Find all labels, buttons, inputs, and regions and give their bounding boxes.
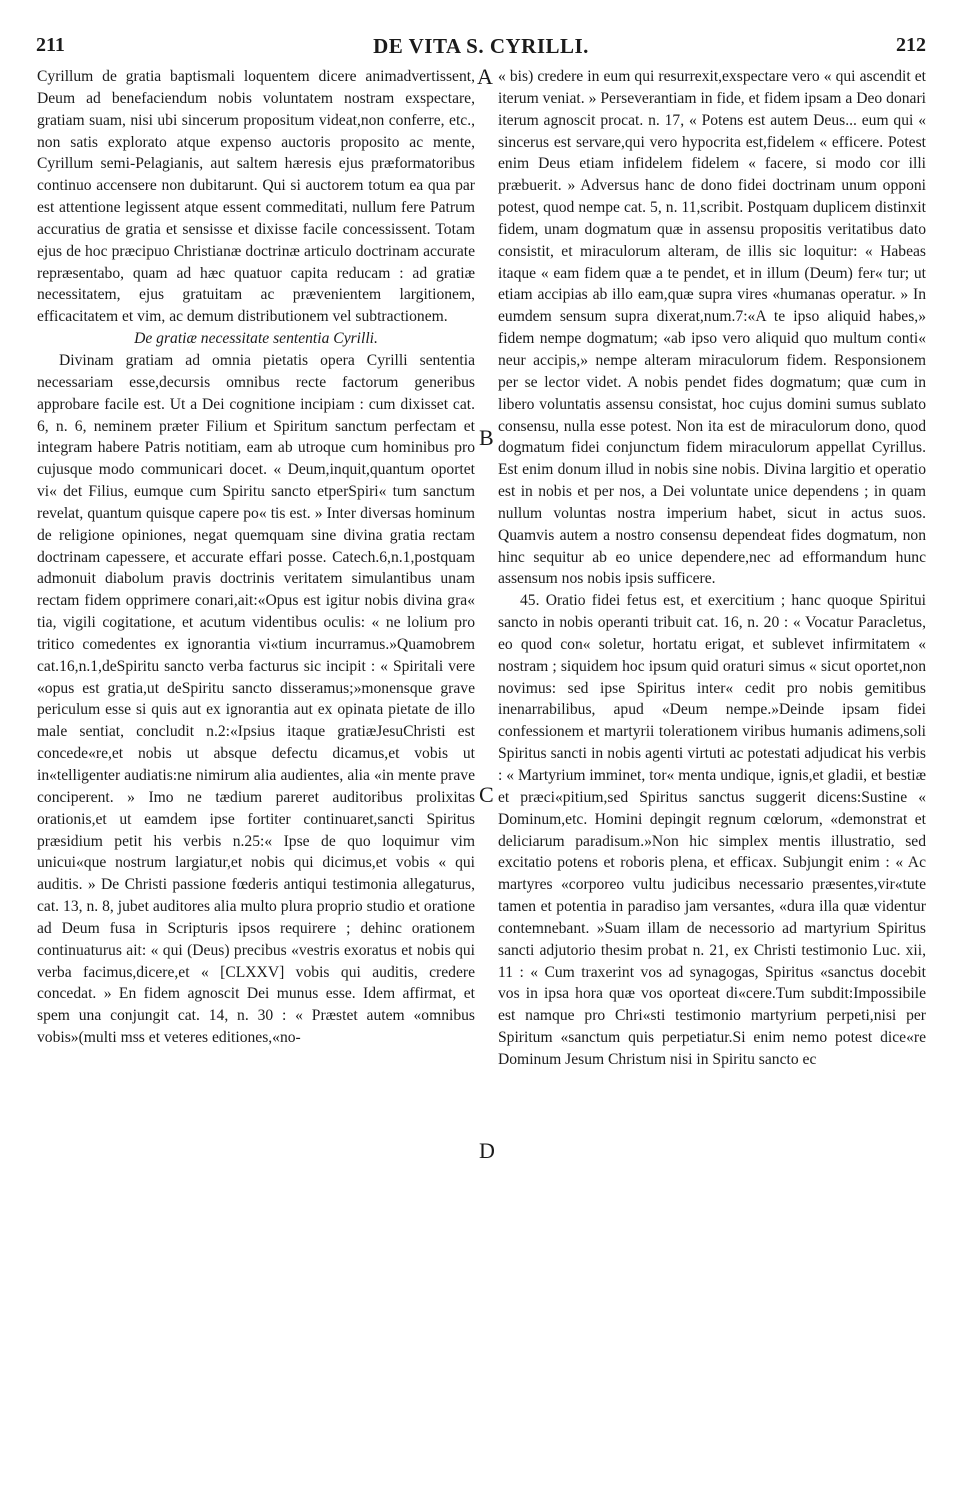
page-number-left: 211 xyxy=(36,34,65,56)
paragraph: « bis) credere in eum qui resurrexit,exspectare vero « qui ascendit et iterum veniat. » Perseverantiam in fide, et fidem ipsam a Deo donari iterum agnoscit procat. n. 17, « Potens est autem Deus... eum qui « sincerus est servare,qui vero hypocrita est,fidelem « efficere. Potest enim Deus etiam infidelem fidelem « facere, si modo cor illi præbuerit. » Adversus hanc de dono fidei doctrinam unum opponi potest, quod nempe cat. 5, n. 11,scribit. Postquam duplicem distinxit fidem, unam dogmatum quæ in assensu propositis veritatibus dato consistit, et miraculorum alteram, de illis sic loquitur: « Habeas itaque « eam fidem quæ a te pendet, et in illum (Deum) fer« tur; ut etiam accipias ab illo eam,quæ supra vires «humanas operatur. » In eumdem sensum supra dixerat,num.7:«A te ipso aliquid habes,» fidem nempe dogmatum; «ab ipso vero aliquid quo multum conti« neur accipis,» nempe alteram miraculorum fidem. Responsionem per se lector videt. A nobis pendet fides dogmatum; quæ cum in libero voluntatis assensu consistat, hoc cujus domini sumus sublato consensu, nulla esse potest. Non ita est de miraculorum dono, quod dogmatum fidei conjunctum fidem miraculorum appellat Cyrillus. Est enim donum illud in nobis sine nobis. Divina largitio et operatio est in nobis et per nos, a Dei voluntate unice dependens ; in quam nullum voluntas nostra imperium habet, sicut in actus suos. Quamvis autem a nostro consensu dependeat fides dogmatum, non hinc sequitur ab eo unice dependere,nec ad efformandum hunc assensum nos nobis ipsis sufficere. xyxy=(498,68,926,588)
page-header xyxy=(36,34,926,60)
right-column xyxy=(498,66,926,1071)
running-title: DE VITA S. CYRILLI. xyxy=(373,34,589,58)
margin-marker-b: B xyxy=(479,425,494,450)
left-column xyxy=(37,66,475,1049)
page-number-right: 212 xyxy=(896,34,926,56)
paragraph: Cyrillum de gratia baptismali loquentem dicere animadvertissent, Deum ad benefaciendum nobis voluntatem nostram exspectare, gratiam suam, nisi ubi sincerum propositum videat,non conferre, etc., non satis explorato atque expenso auctoris proposito ac mente, Cyrillum semi-Pelagianis, aut saltem hæresis ejus præformatoribus continuo accensere non dubitarunt. Qui si auctorem totum ea qua par est attentione legissent atque essent commeditati, nullum fere Patrum accuratius de gratia et sensisse et dixisse facile concessissent. Totam ejus de hoc præcipuo Christianæ doctrinæ articulo doctrinam accurate repræsentabo, quam ad hæc quatuor capita reducam : ad gratiæ necessitatem, ejus gratuitam ac prævenientem largitionem, efficacitatem et vim, ac demum distributionem vel subtractionem. xyxy=(37,68,475,326)
margin-marker-a: A xyxy=(477,64,493,89)
margin-marker-c: C xyxy=(479,782,494,807)
margin-marker-d: D xyxy=(479,1138,495,1163)
section-heading: De gratiæ necessitate sententia Cyrilli. xyxy=(134,330,378,348)
paragraph: Divinam gratiam ad omnia pietatis opera Cyrilli sententia necessariam esse,decursis omnibus recte factorum generibus approbare facile est. Ut a Dei cognitione incipiam : cum dixisset cat. 6, n. 6, neminem præter Filium et Spiritum sanctum perfectam et integram habere Patris notitiam, eam ab utroque cum hominibus pro cujusque modo communicari docet. « Deum,inquit,quantum oportet vi« det Filius, eumque cum Spiritu sancto etperSpiri« tum sanctum revelat, quantum quisque capere po« tis est. » Inter diversas hominum de religione opiniones, negat quemquam sine divina gratia rectam doctrinam capessere, et accurate effari posse. Catech.6,n.1,postquam admonuit diabolum pravis doctrinis veritatem simulantibus unam rectam fidem opprimere conari,ait:«Opus est igitur nobis divina gra« tia, vigili cogitatione, et acutum videntibus oculis: « ne lolium pro tritico comedentes ex ignorantia vi«tium incurramus.»Quamobrem cat.16,n.1,deSpiritu sancto verba facturus sic incipit : « Spiritali vere «opus est gratia,ut deSpiritu sancto disseramus;»monensque grave periculum esse si quis aut ex ignorantia aut ex opinata pietate de illo male sentiat, concludit n.2:«Ipsius itaque gratiæJesuChristi est concede«re,et nobis ut absque defectu dicamus,et vobis ut in«telligenter audiatis:ne nimirum alia audientes, alia «in mente prave conciperent. » Imo ne tædium pareret auditoribus prolixitas orationis,et ut eamdem ipse fortiter continuaret,sancti Spiritus præsidium petit his verbis n.25:« Ipse de quo loquimur vim unicui«que nostrum largiatur,et nobis qui dicimus,et vobis « qui auditis. » De Christi passione fœderis antiqui testimonia allegaturus, cat. 13, n. 8, jubet auditores alia multo plura proprio studio et oratione ad Deum fusa in Scripturis ipsos requirere ; dehinc orationem continuaturus ait: « qui (Deus) precibus «vestris exoratus et nobis qui verba facimus,dicere,et « [CLXXV] vobis qui auditis, credere concedat. » En fidem agnoscit Dei munus esse. Idem affirmat, et spem una conjungit cat. 14, n. 30 : « Præstet autem «omnibus vobis»(multi mss et veteres editiones,«no- xyxy=(37,351,475,1047)
paragraph: 45. Oratio fidei fetus est, et exercitium ; hanc quoque Spiritui sancto in nobis operanti tribuit cat. 16, n. 20 : « Vocatur Paracletus, eo quod con« soletur, hortatu erigat, et sublevet infirmitatem « nostram ; siquidem hoc ipsum quid oraturi simus « sicut oportet,non novimus: sed ipse Spiritus inter« cedit pro nobis gemitibus inenarrabilibus, apud «Deum nempe.»Deinde ipsam fidei confessionem et martyrii tolerationem viribus humanis adimens,soli Spiritus sancti in nobis agenti virtuti ac potestati adjudicat his verbis : « Martyrium imminet, tor« menta undique, ignis,et gladii, et bestiæ et præci«pitium,sed Spiritus sanctus suggerit dicens:Sustine « Dominum,etc. Homini depingit regnum cœlorum, «demonstrat et deliciarum paradisum.»Non hic simplex mentis illustratio, sed excitatio potens et roboris plena, et efficax. Subjungit enim : « Ac martyres «corporeo vultu judicibus necessario præsentes,vir«tute tamen et potentia in paradiso jam versantes, «dura illa quæ videntur contemnebant. »Suam illam de necessorio ad martyrium Spiritus sancti adjutorio thesim probat n. 21, ex Christi testimonio Luc. xii, 11 : « Cum traxerint vos ad synagogas, Spiritus «sanctus docebit vos in ipsa hora quæ vos oporteat di«cere.Tum subdit:Impossibile est namque pro Chri«sti testimonio martyrium perpeti,nisi per Spiritum «sanctum quis perpetiatur.Si enim nemo potest dice«re Dominum Jesum Christum nisi in Spiritu sancto ec xyxy=(498,592,926,1068)
